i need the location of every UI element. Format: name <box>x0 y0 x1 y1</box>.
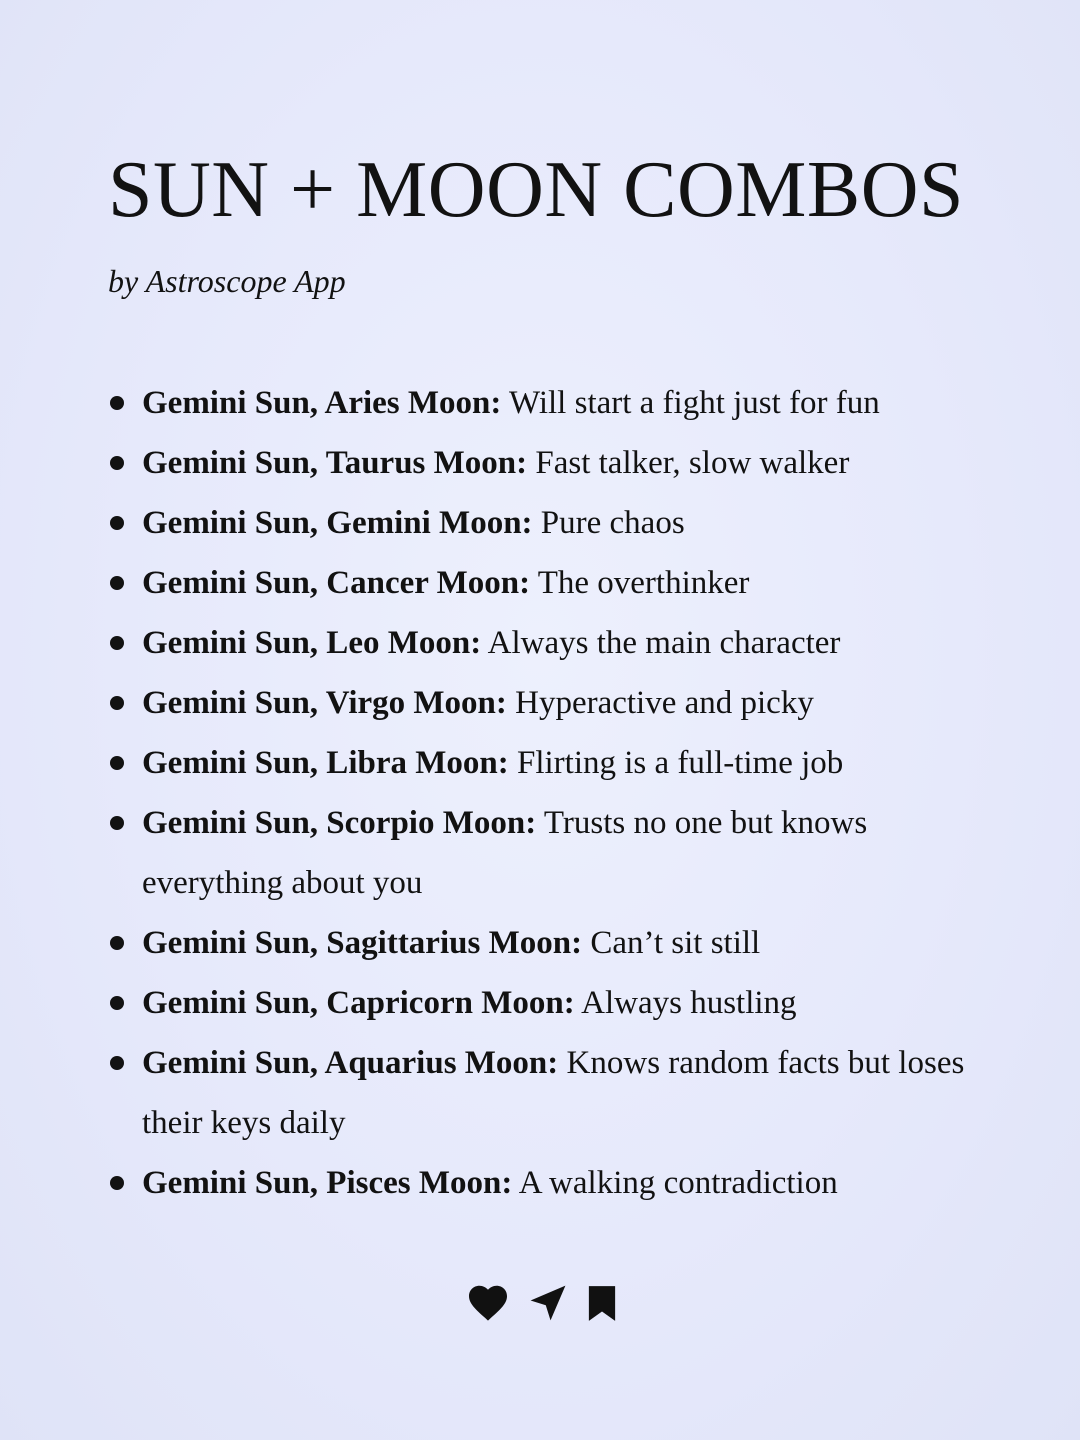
bullet <box>110 516 124 530</box>
bullet <box>110 1056 124 1070</box>
bullet <box>110 996 124 1010</box>
bullet <box>110 456 124 470</box>
combo-description: Trusts no one but knows everything about you <box>142 805 868 901</box>
list-item <box>110 613 990 673</box>
list-item <box>110 973 990 1033</box>
bullet <box>110 756 124 770</box>
list-item <box>110 793 990 913</box>
list-item <box>110 1153 990 1213</box>
bullet <box>110 396 124 410</box>
share-button[interactable] <box>529 1284 567 1327</box>
list-item <box>110 673 990 733</box>
combo-sign: Gemini Sun, Scorpio Moon: <box>142 805 537 841</box>
like-button[interactable] <box>467 1284 509 1327</box>
combo-sign: Gemini Sun, Cancer Moon: <box>142 565 531 601</box>
list-item <box>110 493 990 553</box>
bullet <box>110 636 124 650</box>
byline: by Astroscope App <box>108 263 346 299</box>
combo-sign: Gemini Sun, Aries Moon: <box>142 385 502 421</box>
combo-description: A walking contradiction <box>518 1165 838 1201</box>
combo-description: Can’t sit still <box>590 925 761 961</box>
combo-sign: Gemini Sun, Sagittarius Moon: <box>142 925 583 961</box>
combo-sign: Gemini Sun, Pisces Moon: <box>142 1165 513 1201</box>
combo-description: Will start a fight just for fun <box>509 385 880 421</box>
combo-description: Always the main character <box>487 625 841 661</box>
list-item <box>110 373 990 433</box>
combo-sign: Gemini Sun, Aquarius Moon: <box>142 1045 559 1081</box>
list-item <box>110 913 990 973</box>
combo-description: Flirting is a full-time job <box>516 745 844 781</box>
action-bar <box>467 1285 617 1325</box>
combo-description: Always hustling <box>581 985 797 1021</box>
combo-description: The overthinker <box>537 565 750 601</box>
combo-sign: Gemini Sun, Capricorn Moon: <box>142 985 575 1021</box>
bullet <box>110 696 124 710</box>
combo-sign: Gemini Sun, Taurus Moon: <box>142 445 528 481</box>
combo-list <box>110 373 990 1213</box>
combo-sign: Gemini Sun, Libra Moon: <box>142 745 509 781</box>
list-item <box>110 433 990 493</box>
list-item <box>110 733 990 793</box>
heart-icon <box>467 1284 509 1322</box>
bullet <box>110 816 124 830</box>
combo-sign: Gemini Sun, Gemini Moon: <box>142 505 533 541</box>
bullet <box>110 576 124 590</box>
list-item <box>110 1033 990 1153</box>
combo-sign: Gemini Sun, Virgo Moon: <box>142 685 507 721</box>
save-button[interactable] <box>587 1284 617 1327</box>
list-item <box>110 553 990 613</box>
combo-description: Knows random facts but loses their keys daily <box>142 1045 965 1141</box>
combo-description: Pure chaos <box>540 505 685 541</box>
combo-description: Hyperactive and picky <box>515 685 814 721</box>
combo-description: Fast talker, slow walker <box>535 445 850 481</box>
bullet <box>110 1176 124 1190</box>
page-title: SUN + MOON COMBOS <box>108 146 964 234</box>
combo-sign: Gemini Sun, Leo Moon: <box>142 625 482 661</box>
send-icon <box>529 1284 567 1322</box>
bullet <box>110 936 124 950</box>
bookmark-icon <box>587 1284 617 1322</box>
